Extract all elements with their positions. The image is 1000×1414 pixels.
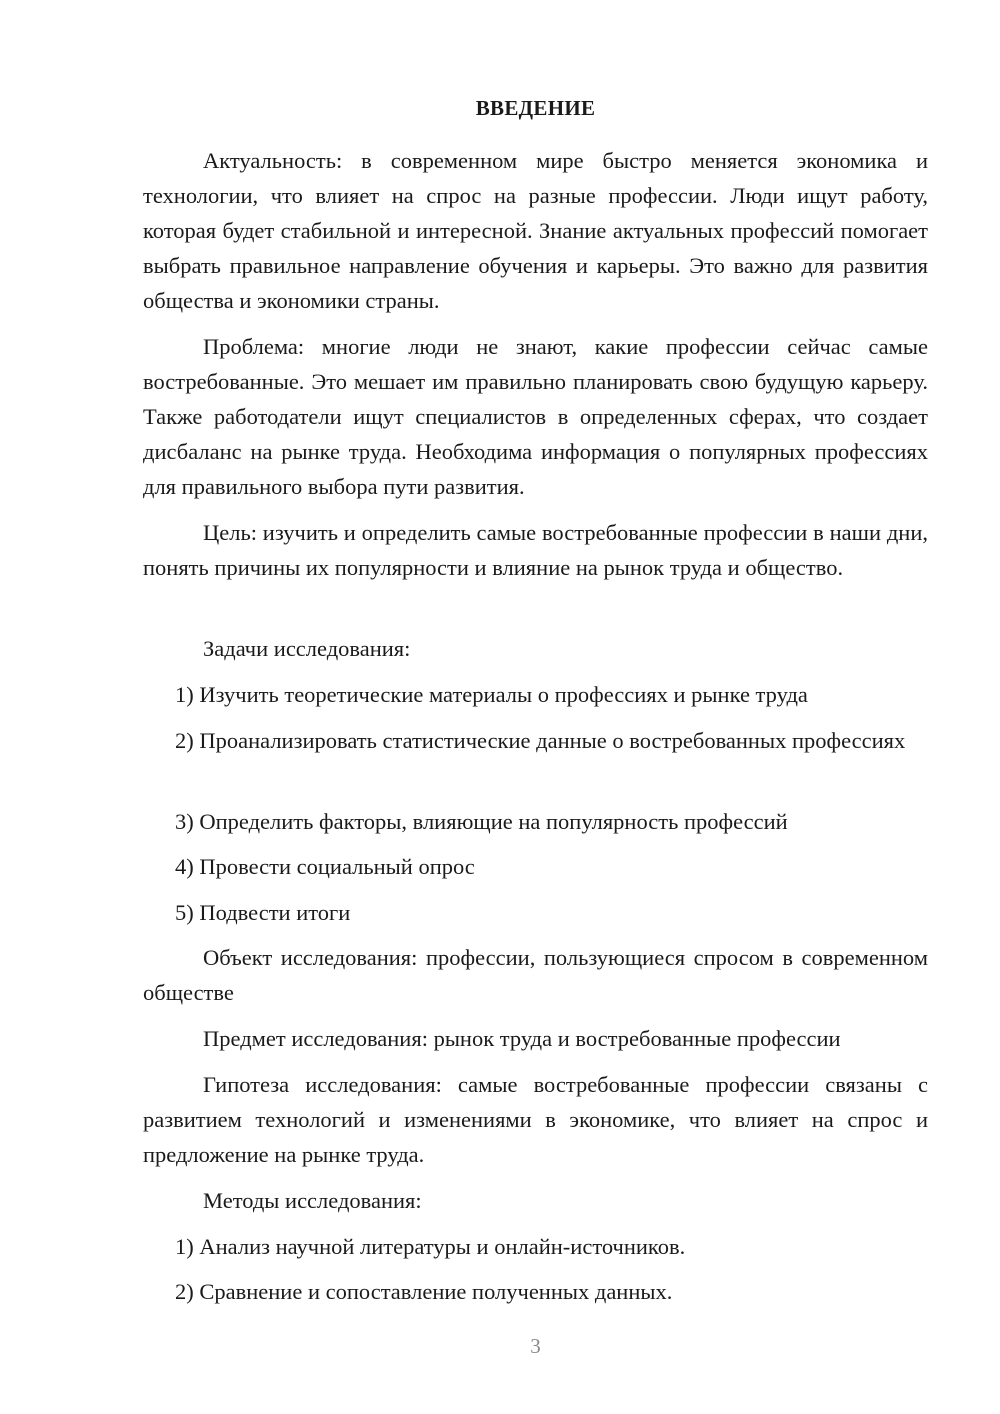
relevance-paragraph: Актуальность: в современном мире быстро меняется экономика и технологии, что влияет на спрос на разные профессии. Люди ищут работу, которая будет стабильной и интересной. Знание актуальных профессий помогает выбрать правильное направление обучения и карьеры. Это важно для развития общества и экономики страны. <box>143 148 928 313</box>
task-item: 5) Подвести итоги <box>175 900 351 925</box>
object-paragraph: Объект исследования: профессии, пользующиеся спросом в современном обществе <box>143 945 928 1005</box>
subject-paragraph: Предмет исследования: рынок труда и востребованные профессии <box>203 1026 841 1051</box>
document-page <box>143 0 928 1414</box>
problem-paragraph: Проблема: многие люди не знают, какие профессии сейчас самые востребованные. Это мешает им правильно планировать свою будущую карьеру. Также работодатели ищут специалистов в определенных сферах, что создает дисбаланс на рынке труда. Необходима информация о популярных профессиях для правильного выбора пути развития. <box>143 334 928 499</box>
hypothesis-paragraph: Гипотеза исследования: самые востребованные профессии связаны с развитием технологий и изменениями в экономике, что влияет на спрос и предложение на рынке труда. <box>143 1072 928 1167</box>
method-item: 2) Сравнение и сопоставление полученных данных. <box>175 1279 673 1304</box>
task-item: 2) Проанализировать статистические данные о востребованных профессиях <box>175 728 906 753</box>
goal-paragraph: Цель: изучить и определить самые востребованные профессии в наши дни, понять причины их популярности и влияние на рынок труда и общество. <box>143 520 928 580</box>
tasks-title: Задачи исследования: <box>203 636 411 661</box>
task-item: 3) Определить факторы, влияющие на популярность профессий <box>175 809 788 834</box>
task-item: 1) Изучить теоретические материалы о профессиях и рынке труда <box>175 682 808 707</box>
section-heading: ВВЕДЕНИЕ <box>475 96 596 120</box>
task-item: 4) Провести социальный опрос <box>175 854 475 879</box>
page-number: 3 <box>530 1334 541 1358</box>
methods-title: Методы исследования: <box>203 1188 422 1213</box>
method-item: 1) Анализ научной литературы и онлайн-источников. <box>175 1234 686 1259</box>
